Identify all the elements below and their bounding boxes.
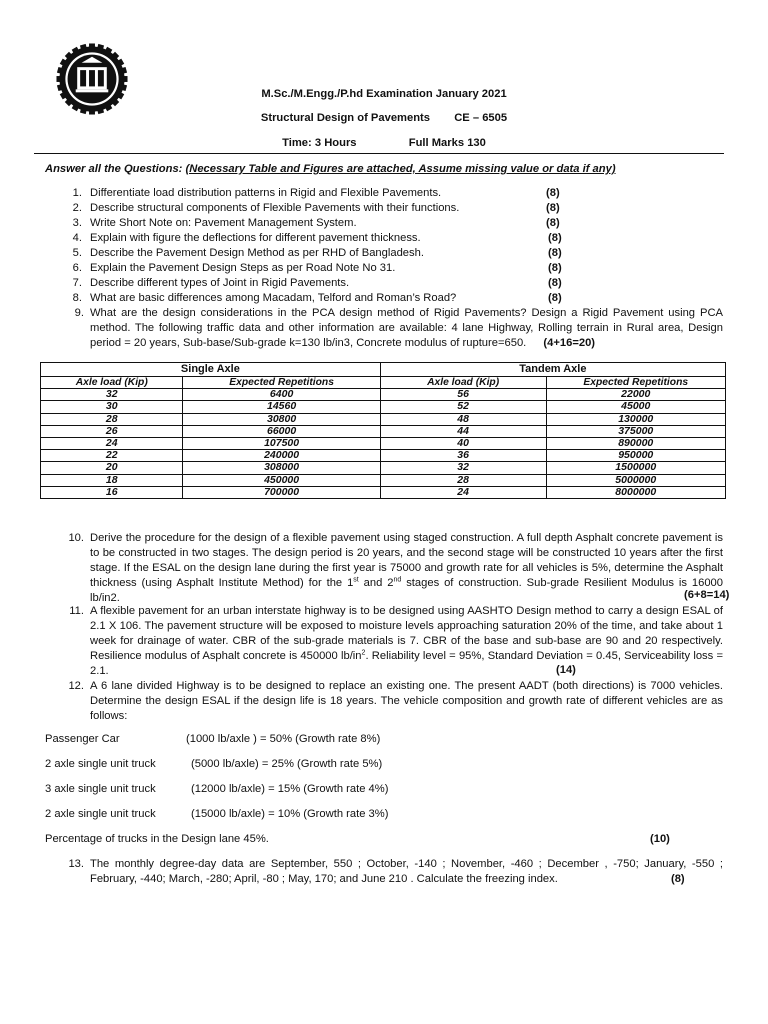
- single-axle-header: Single Axle: [41, 363, 381, 377]
- table-cell: 240000: [183, 450, 380, 462]
- course-line: [0, 112, 768, 124]
- table-cell: 56: [380, 389, 546, 401]
- table-cell: 1500000: [546, 462, 726, 474]
- question-10: [68, 531, 723, 606]
- question-9: [74, 306, 723, 351]
- course-code: CE – 6505: [454, 112, 508, 124]
- table-cell: 22000: [546, 389, 726, 401]
- question-marks: (4+16=20): [543, 336, 596, 349]
- course-title: Structural Design of Pavements: [260, 112, 430, 124]
- table-cell: 107500: [183, 437, 380, 449]
- question-number: 3.: [72, 217, 82, 229]
- question-text: Describe structural components of Flexible Pavements with their functions.: [90, 202, 460, 214]
- exam-title: M.Sc./M.Engg./P.hd Examination January 2021: [261, 88, 507, 100]
- table-cell: 24: [41, 437, 183, 449]
- table-row: [41, 425, 726, 437]
- question-12: [68, 679, 723, 724]
- question-number: 9.: [74, 307, 84, 319]
- table-cell: 130000: [546, 413, 726, 425]
- table-cell: 308000: [183, 462, 380, 474]
- vehicle-name: Passenger Car: [45, 733, 120, 745]
- table-cell: 700000: [183, 486, 380, 498]
- question-12-marks: (10): [650, 833, 670, 845]
- question-text: Derive the procedure for the design of a flexible pavement using staged construction. A full depth Asphalt concrete pavement is to be constructed in two stages. The design period is 20 years, and the second stage will be constructed 10 years after the first stage. If the ESAL on the design lane during the first year is 75000 and growth rate for all vehicles is 5%, determine the Asphalt thickness (using Asphalt Institute Method) for the 1: [90, 532, 723, 589]
- table-cell: 40: [380, 437, 546, 449]
- question-11-marks: (14): [556, 664, 576, 676]
- question-number: 11.: [69, 605, 84, 617]
- table-cell: 44: [380, 425, 546, 437]
- question-number: 2.: [72, 202, 82, 214]
- question-text: stages of construction. Sub-grade Resilient Modulus is 16000 lb/in2.: [90, 576, 723, 604]
- table-cell: 28: [380, 474, 546, 486]
- question-11: [69, 604, 724, 679]
- table-cell: 8000000: [546, 486, 726, 498]
- question-text: What are basic differences among Macadam, Telford and Roman’s Road?: [90, 292, 457, 304]
- table-row: [41, 401, 726, 413]
- vehicle-name: 2 axle single unit truck: [45, 808, 156, 820]
- table-cell: 14560: [183, 401, 380, 413]
- question-number: 1.: [72, 187, 82, 199]
- question-text: A 6 lane divided Highway is to be designed to replace an existing one. The present AADT (both directions) is 7000 vehicles. Determine the design ESAL if the design life is 18 years. The vehicle composition and growth rate of different vehicles are as follows:: [90, 680, 723, 722]
- table-cell: 18: [41, 474, 183, 486]
- question-text: Explain with figure the deflections for different pavement thickness.: [90, 232, 421, 244]
- question-marks: (8): [546, 187, 560, 199]
- table-cell: 66000: [183, 425, 380, 437]
- question-text: Explain the Pavement Design Steps as per Road Note No 31.: [90, 262, 396, 274]
- question-number: 7.: [72, 277, 82, 289]
- full-marks: Full Marks 130: [408, 137, 486, 149]
- table-cell: 28: [41, 413, 183, 425]
- column-header: Axle load (Kip): [41, 377, 183, 389]
- traffic-data-table: [40, 362, 726, 499]
- table-cell: 26: [41, 425, 183, 437]
- superscript: 2: [361, 648, 366, 656]
- question-marks: (8): [548, 247, 562, 259]
- instructions-lead: Answer all the Questions: [45, 163, 179, 175]
- table-cell: 52: [380, 401, 546, 413]
- header-rule: [34, 153, 724, 154]
- vehicle-name: 3 axle single unit truck: [45, 783, 156, 795]
- question-number: 10.: [68, 532, 84, 544]
- superscript: nd: [393, 575, 402, 583]
- question-marks: (8): [548, 277, 562, 289]
- table-cell: 375000: [546, 425, 726, 437]
- tandem-axle-header: Tandem Axle: [380, 363, 725, 377]
- question-marks: (8): [548, 292, 562, 304]
- table-cell: 5000000: [546, 474, 726, 486]
- question-text: Describe the Pavement Design Method as per RHD of Bangladesh.: [90, 247, 424, 259]
- question-text: A flexible pavement for an urban interstate highway is to be designed using AASHTO Design method to carry a design ESAL of 2.1 X 106. The pavement structure will be exposed to moisture levels approaching saturation 20% of the time, and take about 1 week for drainage of water. CBR of the sub-grade materials is 7. CBR of the base and sub-base are 90 and 20 respectively. Resilience modulus of Asphalt concrete is 450000 lb/in: [90, 605, 723, 662]
- table-row: [41, 450, 726, 462]
- instructions: [45, 163, 616, 175]
- question-text: Describe different types of Joint in Rigid Pavements.: [90, 277, 350, 289]
- table-row: [41, 474, 726, 486]
- table-cell: 6400: [183, 389, 380, 401]
- table-cell: 450000: [183, 474, 380, 486]
- question-marks: (8): [546, 217, 560, 229]
- question-13: [68, 857, 723, 887]
- question-text: Write Short Note on: Pavement Management System.: [90, 217, 357, 229]
- question-text: and 2: [358, 576, 394, 589]
- table-cell: 30800: [183, 413, 380, 425]
- table-cell: 16: [41, 486, 183, 498]
- table-row: [41, 413, 726, 425]
- question-number: 8.: [72, 292, 82, 304]
- question-marks: (8): [548, 262, 562, 274]
- question-marks: (8): [670, 872, 685, 885]
- question-number: 12.: [68, 680, 84, 692]
- vehicle-detail: (12000 lb/axle) = 15% (Growth rate 4%): [191, 783, 389, 795]
- university-seal-logo: [55, 42, 129, 116]
- table-cell: 32: [380, 462, 546, 474]
- column-header: Expected Repetitions: [546, 377, 726, 389]
- table-row: [41, 437, 726, 449]
- question-number: 13.: [68, 858, 84, 870]
- question-10-marks: (6+8=14): [684, 589, 730, 601]
- table-cell: 30: [41, 401, 183, 413]
- instructions-detail: (Necessary Table and Figures are attached, Assume missing value or data if any): [185, 163, 616, 175]
- table-cell: 950000: [546, 450, 726, 462]
- question-number: 5.: [72, 247, 82, 259]
- column-header: Expected Repetitions: [183, 377, 380, 389]
- table-cell: 24: [380, 486, 546, 498]
- vehicle-detail: (15000 lb/axle) = 10% (Growth rate 3%): [191, 808, 389, 820]
- vehicle-detail: (5000 lb/axle) = 25% (Growth rate 5%): [191, 758, 383, 770]
- table-cell: 48: [380, 413, 546, 425]
- time-marks-line: [0, 137, 768, 149]
- question-text: . Reliability level = 95%, Standard Deviation = 0.45, Serviceability loss = 2.1.: [90, 649, 724, 677]
- question-text: What are the design considerations in the PCA design method of Rigid Pavements? Design a Rigid Pavement using PCA method. The following traffic data and other information are available: 4 lane Highway, Rolling terrain in Rural area, Design period = 20 years, Sub-base/Sub-grade k=130 lb/in3, Concrete modulus of rupture=650.: [90, 307, 723, 349]
- table-cell: 36: [380, 450, 546, 462]
- question-marks: (8): [548, 232, 562, 244]
- table-row: [41, 462, 726, 474]
- vehicle-detail: (1000 lb/axle ) = 50% (Growth rate 8%): [186, 733, 381, 745]
- trucks-in-design-lane: Percentage of trucks in the Design lane 45%.: [45, 833, 269, 845]
- exam-duration: Time: 3 Hours: [282, 137, 357, 149]
- table-cell: 20: [41, 462, 183, 474]
- table-row: [41, 486, 726, 498]
- table-cell: 890000: [546, 437, 726, 449]
- question-number: 4.: [72, 232, 82, 244]
- vehicle-name: 2 axle single unit truck: [45, 758, 156, 770]
- table-cell: 45000: [546, 401, 726, 413]
- question-number: 6.: [72, 262, 82, 274]
- question-marks: (8): [546, 202, 560, 214]
- column-header: Axle load (Kip): [380, 377, 546, 389]
- table-row: [41, 389, 726, 401]
- question-text: The monthly degree-day data are September, 550 ; October, -140 ; November, -460 ; December , -750; January, -550 ; February, -440; March, -280; April, -80 ; May, 170; and June 210 . Calculate the freezing index.: [90, 858, 723, 885]
- question-text: Differentiate load distribution patterns in Rigid and Flexible Pavements.: [90, 187, 442, 199]
- table-cell: 22: [41, 450, 183, 462]
- superscript: st: [353, 575, 359, 583]
- instructions-colon: :: [178, 163, 186, 175]
- table-cell: 32: [41, 389, 183, 401]
